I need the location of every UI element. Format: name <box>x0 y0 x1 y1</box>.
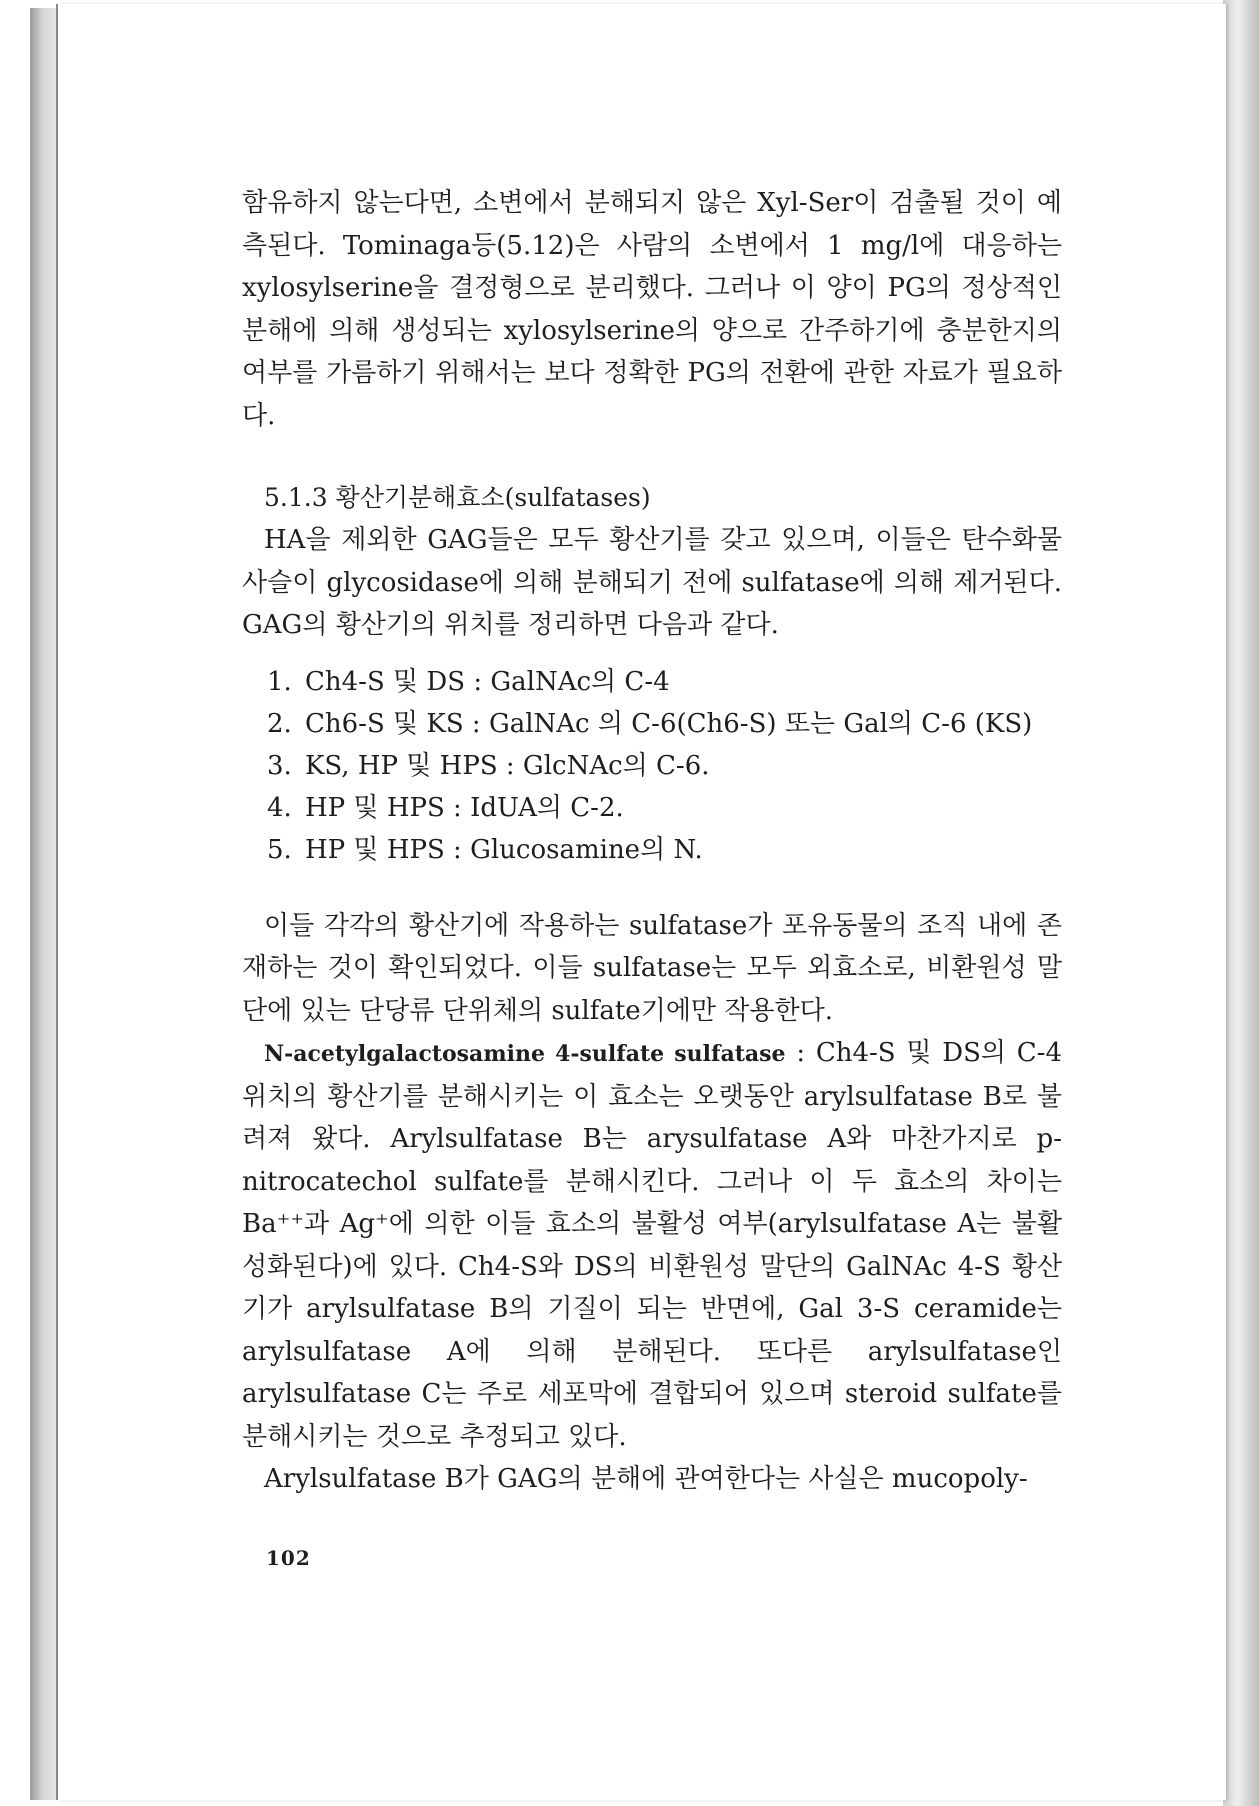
paragraph-3: 이들 각각의 황산기에 작용하는 sulfatase가 포유동물의 조직 내에 존재하는 것이 확인되었다. 이들 sulfatase는 모두 외효소로, 비환원성 말단에 있는 단당류 단위체의 sulfate기에만 작용한다. <box>242 910 1062 1026</box>
book-edge-right <box>1223 0 1259 1806</box>
paragraph-1: 함유하지 않는다면, 소변에서 분해되지 않은 Xyl-Ser이 검출될 것이 예측된다. Tominaga등(5.12)은 사람의 소변에서 1 mg/l에 대응하는 xylosylserine을 결정형으로 분리했다. 그러나 이 양이 PG의 정상적인 분해에 의해 생성되는 xylosylserine의 양으로 간주하기에 충분한지의 여부를 가름하기 위해서는 보다 정확한 PG의 전환에 관한 자료가 필요하다. <box>242 188 1062 431</box>
paragraph-5: Arylsulfatase B가 GAG의 분해에 관여한다는 사실은 mucopoly- <box>264 1464 1028 1494</box>
sulfate-position-list <box>267 661 1062 871</box>
list-item: 4. HP 및 HPS : IdUA의 C-2. <box>267 792 624 823</box>
list-item: 1. Ch4-S 및 DS : GalNAc의 C-4 <box>267 666 670 697</box>
list-item: 3. KS, HP 및 HPS : GlcNAc의 C-6. <box>267 750 710 781</box>
page-content <box>242 182 1062 1501</box>
paragraph-2: HA을 제외한 GAG들은 모두 황산기를 갖고 있으며, 이들은 탄수화물 사슬이 glycosidase에 의해 분해되기 전에 sulfatase에 의해 제거된다. GAG의 황산기의 위치를 정리하면 다음과 같다. <box>242 525 1062 640</box>
paragraph-4-text: : Ch4-S 및 DS의 C-4 위치의 황산기를 분해시키는 이 효소는 오랫동안 arylsulfatase B로 불려져 왔다. Arylsulfatase B는 arysulfatase A와 마찬가지로 p-nitrocatechol sulfate를 분해시킨다. 그러나 이 두 효소의 차이는 Ba⁺⁺과 Ag⁺에 의한 이들 효소의 불활성 여부(arylsulfatase A는 불활성화된다)에 있다. Ch4-S와 DS의 비환원성 말단의 GalNAc 4-S 황산기가 arylsulfatase B의 기질이 되는 반면에, Gal 3-S ceramide는 arylsulfatase A에 의해 분해된다. 또다른 arylsulfatase인 arylsulfatase C는 주로 세포막에 결합되어 있으며 steroid sulfate를 분해시키는 것으로 추정되고 있다. <box>242 1038 1062 1452</box>
page-number: 102 <box>266 1546 311 1570</box>
paragraph-4 <box>242 1032 1062 1458</box>
list-item: 5. HP 및 HPS : Glucosamine의 N. <box>267 834 703 865</box>
section-heading: 5.1.3 황산기분해효소(sulfatases) <box>264 483 651 512</box>
enzyme-name: N-acetylgalactosamine 4-sulfate sulfatase <box>264 1041 786 1067</box>
list-item: 2. Ch6-S 및 KS : GalNAc 의 C-6(Ch6-S) 또는 Gal의 C-6 (KS) <box>267 708 1033 739</box>
